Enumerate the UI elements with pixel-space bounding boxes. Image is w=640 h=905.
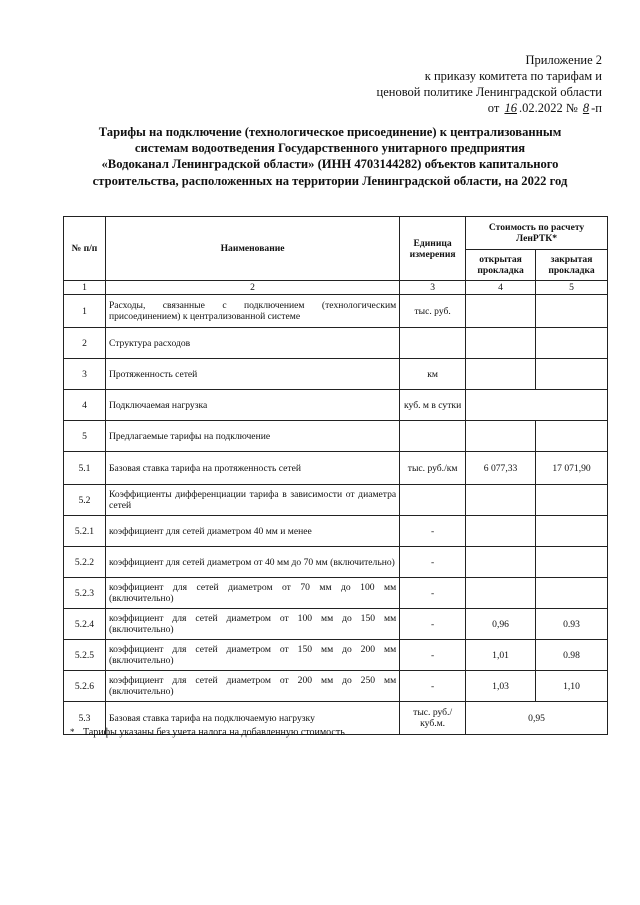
row-open-value [466, 328, 536, 359]
row-number: 5.2.6 [64, 671, 106, 702]
row-closed-value [536, 547, 608, 578]
row-closed-value [536, 578, 608, 609]
row-unit: куб. м в сутки [400, 390, 466, 421]
row-name: Подключаемая нагрузка [105, 390, 399, 421]
row-merged-value: 0,95 [466, 702, 608, 735]
row-closed-value [536, 516, 608, 547]
appendix-line-1: Приложение 2 [525, 53, 602, 67]
row-closed-value [536, 328, 608, 359]
table-row [64, 359, 608, 390]
row-number: 5.2.2 [64, 547, 106, 578]
row-unit: км [400, 359, 466, 390]
header-cost: Стоимость по расчету ЛенРТК* [466, 217, 608, 250]
row-name: Базовая ставка тарифа на подключаемую нагрузку [105, 702, 399, 735]
table-row [64, 640, 608, 671]
table-row [64, 452, 608, 485]
row-closed-value [536, 295, 608, 328]
index-row [64, 281, 608, 295]
row-closed-value: 17 071,90 [536, 452, 608, 485]
row-open-value [466, 485, 536, 516]
row-open-value: 1,03 [466, 671, 536, 702]
row-merged-value [466, 390, 608, 421]
tariff-table [63, 216, 608, 735]
row-name: коэффициент для сетей диаметром от 200 мм до 250 мм (включительно) [105, 671, 399, 702]
handwritten-day: 16 [504, 101, 517, 115]
row-number: 5.3 [64, 702, 106, 735]
row-unit: - [400, 516, 466, 547]
header-name: Наименование [105, 217, 399, 281]
order-suffix: -п [591, 101, 602, 115]
row-unit: тыс. руб./куб.м. [400, 702, 466, 735]
row-number: 5.2.3 [64, 578, 106, 609]
row-name: Базовая ставка тарифа на протяженность сетей [105, 452, 399, 485]
row-open-value [466, 547, 536, 578]
date-prefix: от [487, 101, 500, 115]
row-open-value [466, 359, 536, 390]
row-name: коэффициент для сетей диаметром 40 мм и менее [105, 516, 399, 547]
header-closed: закрытая прокладка [536, 250, 608, 281]
footnote-text: Тарифы указаны без учета налога на добавленную стоимость [83, 727, 345, 738]
row-name: Коэффициенты дифференциации тарифа в зависимости от диаметра сетей [105, 485, 399, 516]
row-open-value [466, 516, 536, 547]
row-name: Протяженность сетей [105, 359, 399, 390]
index-cell: 5 [536, 281, 608, 295]
row-number: 5.2 [64, 485, 106, 516]
row-number: 3 [64, 359, 106, 390]
row-closed-value [536, 421, 608, 452]
row-name: коэффициент для сетей диаметром от 70 мм до 100 мм (включительно) [105, 578, 399, 609]
row-name: Расходы, связанные с подключением (технологическим присоединением) к централизованной системе [105, 295, 399, 328]
table-row [64, 390, 608, 421]
header-row-1 [64, 217, 608, 250]
index-cell: 1 [64, 281, 106, 295]
appendix-order-line [377, 100, 602, 116]
row-open-value: 6 077,33 [466, 452, 536, 485]
table-row [64, 516, 608, 547]
row-unit [400, 328, 466, 359]
handwritten-number: 8 [582, 101, 590, 115]
appendix-header [377, 52, 602, 116]
row-unit [400, 485, 466, 516]
table-row [64, 578, 608, 609]
index-cell: 3 [400, 281, 466, 295]
row-number: 5.2.4 [64, 609, 106, 640]
title-line-3: «Водоканал Ленинградской области» (ИНН 4703144282) объектов капитального [101, 157, 559, 172]
header-open: открытая прокладка [466, 250, 536, 281]
document-title [60, 124, 600, 189]
index-cell: 2 [105, 281, 399, 295]
row-number: 5 [64, 421, 106, 452]
row-open-value [466, 295, 536, 328]
row-unit: - [400, 578, 466, 609]
table-row [64, 328, 608, 359]
row-open-value [466, 578, 536, 609]
row-number: 1 [64, 295, 106, 328]
header-unit: Единица измерения [400, 217, 466, 281]
table-row [64, 295, 608, 328]
row-open-value [466, 421, 536, 452]
footnote [70, 727, 345, 738]
row-unit: - [400, 609, 466, 640]
table-row [64, 671, 608, 702]
row-closed-value [536, 359, 608, 390]
row-unit: - [400, 547, 466, 578]
table-row [64, 547, 608, 578]
title-line-4: строительства, расположенных на территории Ленинградской области, на 2022 год [92, 173, 568, 188]
table-row [64, 609, 608, 640]
row-number: 5.1 [64, 452, 106, 485]
row-unit: тыс. руб. [400, 295, 466, 328]
row-name: коэффициент для сетей диаметром от 40 мм до 70 мм (включительно) [105, 547, 399, 578]
title-line-1: Тарифы на подключение (технологическое присоединение) к централизованным [98, 125, 562, 139]
row-number: 4 [64, 390, 106, 421]
date-mid: .02.2022 № [518, 101, 578, 115]
index-cell: 4 [466, 281, 536, 295]
row-number: 5.2.5 [64, 640, 106, 671]
row-unit: - [400, 671, 466, 702]
row-number: 5.2.1 [64, 516, 106, 547]
row-closed-value: 1,10 [536, 671, 608, 702]
row-closed-value [536, 485, 608, 516]
row-closed-value: 0.93 [536, 609, 608, 640]
header-no: № п/п [64, 217, 106, 281]
row-name: Структура расходов [105, 328, 399, 359]
footnote-star: * [70, 727, 75, 737]
row-closed-value: 0.98 [536, 640, 608, 671]
appendix-line-2: к приказу комитета по тарифам и [424, 69, 602, 83]
row-unit: тыс. руб./км [400, 452, 466, 485]
table-row [64, 421, 608, 452]
row-name: Предлагаемые тарифы на подключение [105, 421, 399, 452]
row-name: коэффициент для сетей диаметром от 100 мм до 150 мм (включительно) [105, 609, 399, 640]
title-line-2: системам водоотведения Государственного унитарного предприятия [134, 141, 526, 156]
row-open-value: 0,96 [466, 609, 536, 640]
row-unit: - [400, 640, 466, 671]
table-row [64, 485, 608, 516]
row-open-value: 1,01 [466, 640, 536, 671]
row-unit [400, 421, 466, 452]
row-name: коэффициент для сетей диаметром от 150 мм до 200 мм (включительно) [105, 640, 399, 671]
appendix-line-3: ценовой политике Ленинградской области [376, 85, 602, 99]
row-number: 2 [64, 328, 106, 359]
